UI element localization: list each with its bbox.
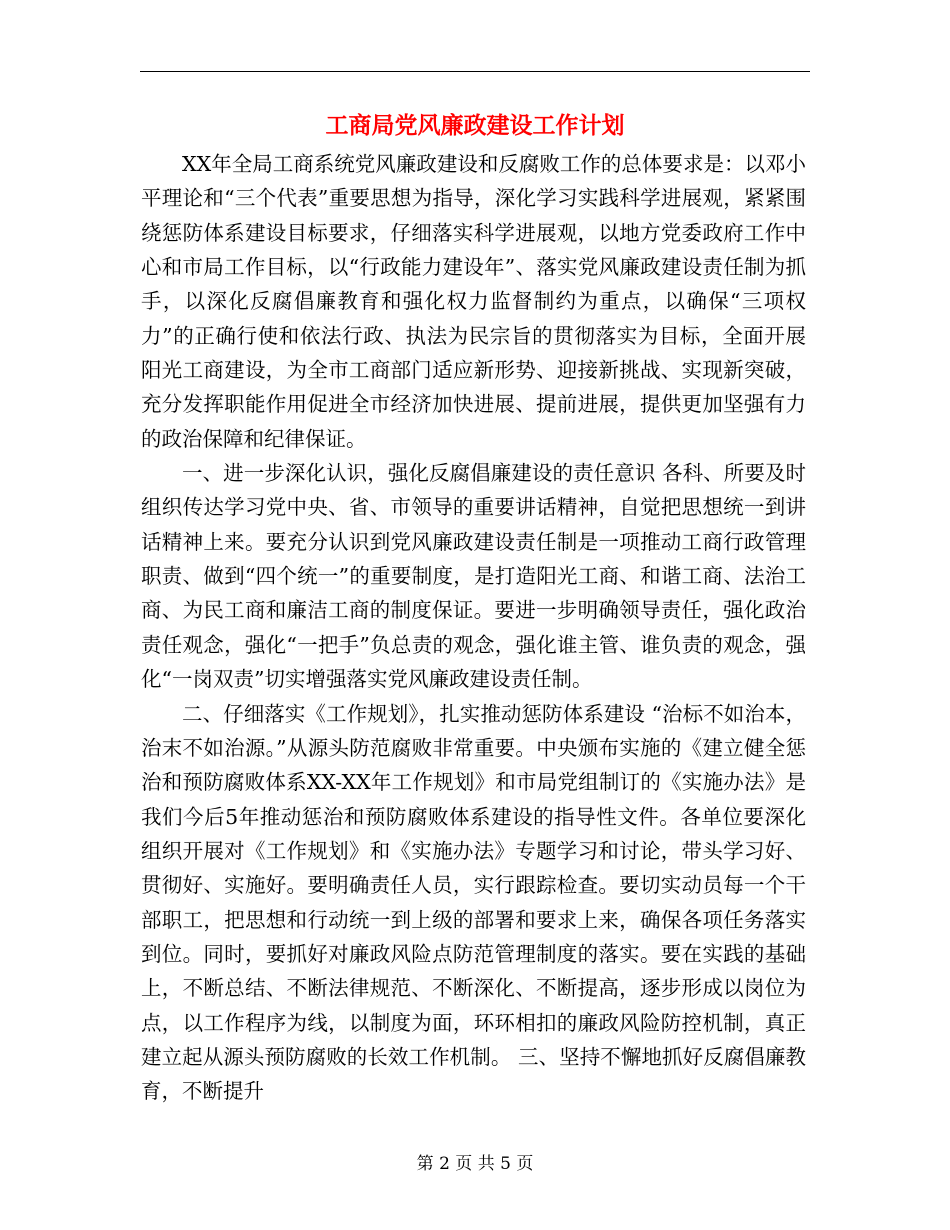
header-rule [140, 71, 810, 72]
paragraph-section-one: 一、进一步深化认识，强化反腐倡廉建设的责任意识 各科、所要及时组织传达学习党中央、省、市领导的重要讲话精神，自觉把思想统一到讲话精神上来。要充分认识到党风廉政建设责任制是一项推动工商行政管理职责、做到“四个统一”的重要制度，是打造阳光工商、和谐工商、法治工商、为民工商和廉洁工商的制度保证。要进一步明确领导责任，强化政治责任观念，强化“一把手”负总责的观念，强化谁主管、谁负责的观念，强化“一岗双责”切实增强落实党风廉政建设责任制。 [141, 461, 806, 692]
document-body [141, 147, 806, 1109]
paragraph-section-two: 二、仔细落实《工作规划》，扎实推动惩防体系建设 “治标不如治本，治末不如治源。”从源头防范腐败非常重要。中央颁布实施的《建立健全惩治和预防腐败体系XX-XX年工作规划》和市局党组制订的《实施办法》是我们今后5年推动惩治和预防腐败体系建设的指导性文件。各单位要深化组织开展对《工作规划》和《实施办法》专题学习和讨论，带头学习好、贯彻好、实施好。要明确责任人员，实行跟踪检查。要切实动员每一个干部职工，把思想和行动统一到上级的部署和要求上来，确保各项任务落实到位。同时，要抓好对廉政风险点防范管理制度的落实。要在实践的基础上，不断总结、不断法律规范、不断深化、不断提高，逐步形成以岗位为点，以工作程序为线，以制度为面，环环相扣的廉政风险防控机制，真正建立起从源头预防腐败的长效工作机制。 三、坚持不懈地抓好反腐倡廉教育，不断提升 [141, 701, 806, 1104]
paragraph-overall-requirements: XX年全局工商系统党风廉政建设和反腐败工作的总体要求是：以邓小平理论和“三个代表”重要思想为指导，深化学习实践科学进展观，紧紧围绕惩防体系建设目标要求，仔细落实科学进展观，以地方党委政府工作中心和市局工作目标，以“行政能力建设年”、落实党风廉政建设责任制为抓手，以深化反腐倡廉教育和强化权力监督制约为重点，以确保“三项权力”的正确行使和依法行政、执法为民宗旨的贯彻落实为目标，全面开展阳光工商建设，为全市工商部门适应新形势、迎接新挑战、实现新突破，充分发挥职能作用促进全市经济加快进展、提前进展，提供更加坚强有力的政治保障和纪律保证。 [141, 152, 806, 451]
page-number-footer: 第 2 页 共 5 页 [416, 1154, 534, 1174]
document-title: 工商局党风廉政建设工作计划 [325, 112, 625, 139]
